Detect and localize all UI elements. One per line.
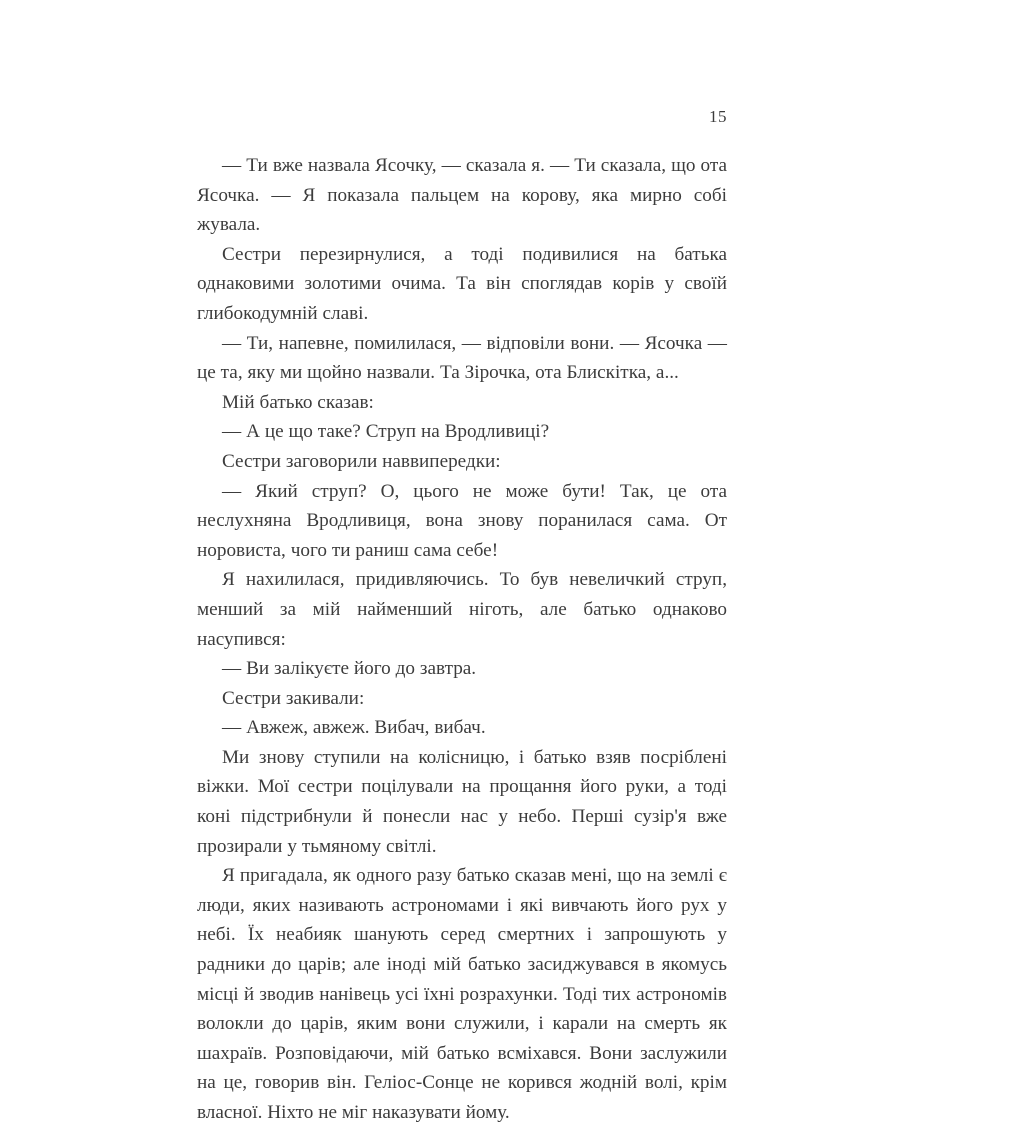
paragraph: Сестри перезирнулися, а тоді подивилися на батька однаковими золотими очима. Та він споглядав корів у своїй глибокодумній славі. (197, 243, 727, 324)
paragraph: — Ви залікуєте його до завтра. (222, 658, 477, 680)
paragraph: — Ти вже назвала Ясочку, — сказала я. — Ти сказала, що ота Ясочка. — Я показала пальцем на корову, яка мирно собі жувала. (197, 155, 727, 236)
paragraph: Я пригадала, як одного разу батько сказав мені, що на землі є люди, яких називають астрономами і які вивчають його рух у небі. Їх неабияк шанують серед смертних і запрошують у радники до царів; але іноді мій батько засиджувався в якомусь місці й зводив нанівець усі їхні розрахунки. Тоді тих астрономів волокли до царів, яким вони служили, і карали на смерть як шахраїв. Розповідаючи, мій батько всміхався. Вони заслужили на це, говорив він. Геліос-Сонце не корився жодній волі, крім власної. Ніхто не міг наказувати йому. (197, 865, 727, 1123)
paragraph: — Ти, напевне, помилилася, — відповіли вони. — Ясочка — це та, яку ми щойно назвали. Та Зірочка, ота Блискітка, а... (197, 332, 727, 384)
paragraph: Сестри закивали: (222, 687, 365, 709)
paragraph: Мій батько сказав: (222, 391, 374, 413)
paragraph: Ми знову ступили на колісницю, і батько взяв посріблені віжки. Мої сестри поцілували на прощання його руки, а тоді коні підстрибнули й понесли нас у небо. Перші сузір'я вже прозирали у тьмяному світлі. (197, 746, 727, 857)
page-number: 15 (709, 107, 727, 126)
paragraph: — А це що таке? Струп на Вродливиці? (222, 421, 550, 443)
paragraph: Сестри заговорили наввипередки: (222, 450, 501, 472)
paragraph: Я нахилилася, придивляючись. То був невеличкий струп, менший за мій найменший ніготь, але батько однаково насупився: (197, 569, 727, 650)
paragraph: — Який струп? О, цього не може бути! Так, це ота неслухняна Вродливиця, вона знову поранилася сама. От норовиста, чого ти раниш сама себе! (197, 480, 727, 561)
paragraph: — Авжеж, авжеж. Вибач, вибач. (222, 717, 486, 739)
body-text-block (197, 151, 727, 1128)
